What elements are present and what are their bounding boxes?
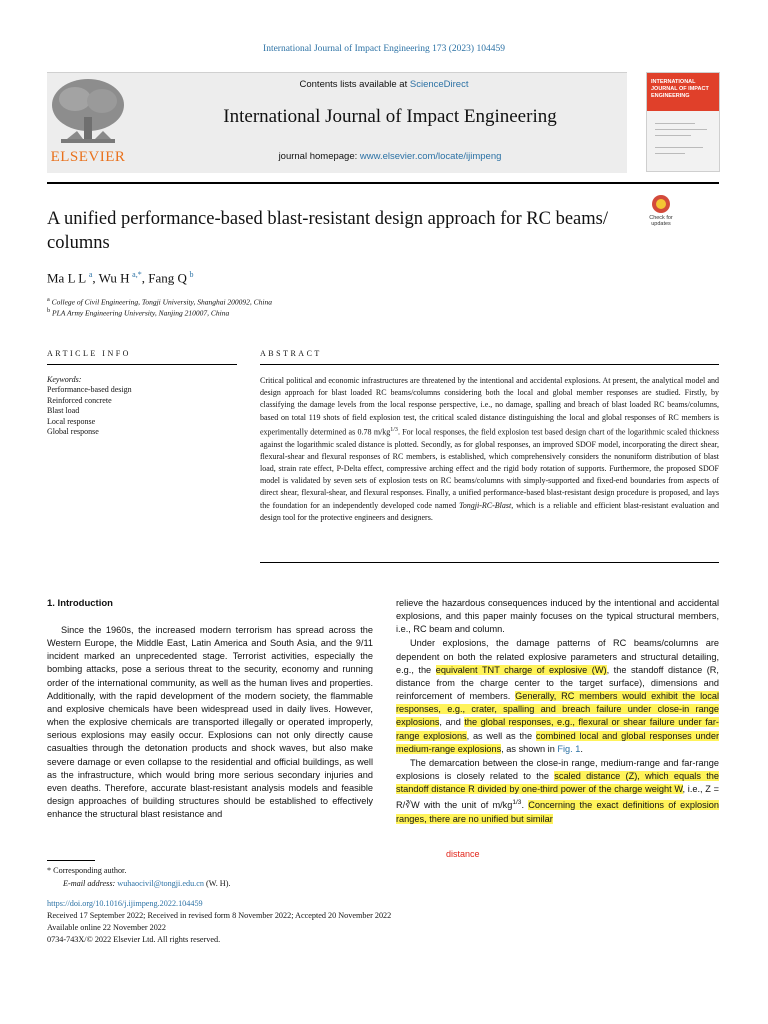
doi-link[interactable]: https://doi.org/10.1016/j.ijimpeng.2022.104459 xyxy=(47,899,203,908)
abstract-text-part: , which is a reliable and efficient blast-resistant evaluation and design tool for the protective engineers and designers. xyxy=(260,500,720,522)
text-span: , as well as the xyxy=(466,730,536,741)
abstract-text xyxy=(260,375,719,524)
text-span: . xyxy=(521,800,529,811)
paragraph xyxy=(396,637,719,755)
corresponding-author-note: * Corresponding author. xyxy=(47,866,127,875)
sciencedirect-link[interactable]: ScienceDirect xyxy=(409,79,469,90)
affiliation-text: College of Civil Engineering, Tongji University, Shanghai 200092, China xyxy=(51,297,272,307)
body-left-column xyxy=(47,624,373,821)
unit-exponent: 1/3 xyxy=(512,799,522,807)
cover-text-line xyxy=(655,129,707,130)
highlighted-text: the global responses, e.g., flexural or shear failure under far-range explosions xyxy=(396,717,719,741)
text-span: Under explosions, the damage patterns of RC beams/columns are dependent on both the related explosive parameters and structural detailing, e.g., the xyxy=(396,638,719,675)
check-updates-icon-inner xyxy=(656,199,666,209)
keyword-item: Blast load xyxy=(47,406,80,416)
figure-1-link[interactable]: Fig. 1 xyxy=(557,743,581,754)
article-info-heading: ARTICLE INFO xyxy=(47,349,131,358)
cover-text-line xyxy=(655,153,685,154)
highlighted-text: Concerning the exact definitions of explosion ranges, there are no unified but similar xyxy=(396,800,719,824)
author-list: Ma L L $^a$, Wu H $^{a,*}$, Fang Q $^b$ xyxy=(47,270,194,286)
affiliation xyxy=(47,307,229,318)
keywords-label: Keywords: xyxy=(47,375,82,384)
email-suffix: (W. H). xyxy=(203,879,231,888)
annotation-note: distance xyxy=(446,849,480,859)
paragraph: relieve the hazardous consequences induced by the intentional and accidental explosions, and this paper mainly focuses on the typical structural members, i.e., RC beam and column. xyxy=(396,598,719,635)
affiliation-marker: a xyxy=(47,296,50,303)
abstract-heading: ABSTRACT xyxy=(260,349,322,358)
text-span: The demarcation between the close-in range, medium-range and far-range explosions is closely related to the xyxy=(396,757,719,782)
footnote-rule xyxy=(47,860,95,861)
text-span: , i.e., Z = R/∛W with the unit of m/kg xyxy=(396,784,719,811)
check-updates-label: Check for updates xyxy=(649,215,673,227)
text-span: . xyxy=(580,743,583,754)
author-affiliation-link[interactable]: a,* xyxy=(132,270,142,279)
text-span: , the standoff distance (R, distance from the charge center to the target surface), dimensions and reinforcement of members. xyxy=(396,664,719,702)
email-link[interactable]: wuhaocivil@tongji.edu.cn xyxy=(117,879,204,888)
cover-text-line xyxy=(655,123,695,124)
highlighted-text: scaled distance (Z), which equals the standoff distance R divided by one-third power of the charge weight W xyxy=(396,771,719,795)
keyword-item: Global response xyxy=(47,427,99,437)
text-span: , and xyxy=(439,717,465,728)
body-right-column xyxy=(396,597,719,826)
abstract-text-part: Critical political and economic infrastructures are threatened by the intentional and accidental explosions. At present, the analytical model and design approach for blast loaded RC beams/columns considering both the local and global member responses are studied. Firstly, by classifying the damage levels from the local response perspective, i.e., no damage, spalling and breach of blast loaded RC beams/columns, based on total 119 shots of field explosion test, the critical scaled distance distinguishing the local and global responses of RC members is experimentally determined as 0.78 m/kg xyxy=(260,376,719,437)
keywords-block xyxy=(47,375,237,437)
paragraph: Since the 1960s, the increased modern terrorism has spread across the Western Europe, the Middle East, Latin America and South Asia, and the 9/11 incident marked an unprecedented stage. Terrorist activities, especially the bombing attacks, pose a serious threat to the security, economy and running order of the international community, as well as the human lives and properties. Additionally, with the rapid development of the modern society, the flammable and explosive chemicals have been widespread used in daily lives. However, when the explosive chemicals are transported illegally or operated improperly, serious explosions may easily occur. Explosions can not only directly cause casualties through the detonation products and shock waves, but also make severe damage or even collapse to the residential and official buildings, as well as the infrastructure, which would bring more serious secondary injuries and even deaths. Therefore, accurate blast-resistant analysis models and feasible design approaches of building structures should be established to effectively enhance the structural blast resistance and xyxy=(47,625,373,820)
received-dates: Received 17 September 2022; Received in revised form 8 November 2022; Accepted 20 November 2022 xyxy=(47,911,392,920)
homepage-label: journal homepage: xyxy=(278,151,360,162)
keyword-item: Performance-based design xyxy=(47,385,132,395)
author-name: Ma L L xyxy=(47,270,87,286)
author-name: Fang Q xyxy=(148,270,187,286)
abstract-rule xyxy=(260,364,719,365)
affiliation xyxy=(47,296,272,307)
code-name: Tongji-RC-Blast xyxy=(459,500,512,510)
elsevier-wordmark: ELSEVIER xyxy=(50,149,126,165)
cover-text-line xyxy=(655,135,691,136)
abstract-bottom-rule xyxy=(260,562,719,563)
check-for-updates-badge[interactable] xyxy=(646,195,676,233)
journal-title: International Journal of Impact Engineering xyxy=(223,106,557,127)
email-footnote xyxy=(47,878,403,889)
affiliation-text: PLA Army Engineering University, Nanjing 210007, China xyxy=(52,308,230,318)
contents-prefix: Contents lists available at xyxy=(299,79,410,90)
highlighted-text: Generally, RC members would exhibit the local responses, e.g., crater, spalling and breach failure under close-in range explosions xyxy=(396,691,719,728)
highlighted-text: combined local and global responses under medium-range explosions xyxy=(396,730,720,754)
highlighted-text: equivalent TNT charge of explosive (W) xyxy=(435,664,607,675)
author-affiliation-link[interactable]: a xyxy=(88,270,93,279)
text-span: , as shown in xyxy=(501,743,558,754)
affiliation-marker: b xyxy=(47,307,51,314)
author-name: Wu H xyxy=(98,270,130,286)
article-info-rule xyxy=(47,364,237,365)
journal-homepage-line xyxy=(150,151,630,162)
email-label: E-mail address: xyxy=(63,879,118,888)
paragraph xyxy=(396,757,719,826)
journal-citation-link[interactable]: International Journal of Impact Engineering 173 (2023) 104459 xyxy=(263,44,505,54)
homepage-link[interactable]: www.elsevier.com/locate/ijimpeng xyxy=(359,151,502,162)
keyword-item: Local response xyxy=(47,416,96,426)
header-rule xyxy=(47,182,719,184)
author-affiliation-link[interactable]: b xyxy=(189,270,194,279)
abstract-text-part: . For local responses, the field explosion test based design chart of the logarithmic scaled thickness against the logarithmic scaled distance is plotted. Secondly, as for global responses, an improved SDOF model, incorporating the direct shear, flexural-shear and flexural responses of RC members, is established, which comprehensively considers the nonuniform distribution of blast load, strain rate effect, P-Delta effect, compressive arching effect and the rigid body rotation of supports. Furthermore, the proposed SDOF model is validated by seven sets of explosion tests on RC beams/columns with simply-supported and fixed-end boundaries from aspects of direct shear, flexural-shear, and flexural responses. Finally, a unified performance-based blast-resistant design procedure is proposed, and lays the foundation for an independently developed code named xyxy=(260,427,719,510)
cover-label: INTERNATIONAL JOURNAL OF IMPACT ENGINEERING xyxy=(651,79,709,99)
journal-cover-thumbnail[interactable] xyxy=(646,72,720,172)
copyright: 0734-743X/© 2022 Elsevier Ltd. All rights reserved. xyxy=(47,935,221,944)
keyword-item: Reinforced concrete xyxy=(47,395,112,405)
available-online: Available online 22 November 2022 xyxy=(47,923,166,932)
cover-text-line xyxy=(655,147,703,148)
unit-exponent: 1/3 xyxy=(390,426,398,433)
section-heading-introduction: 1. Introduction xyxy=(47,598,113,609)
article-title: A unified performance-based blast-resistant design approach for RC beams/ columns xyxy=(47,209,608,253)
